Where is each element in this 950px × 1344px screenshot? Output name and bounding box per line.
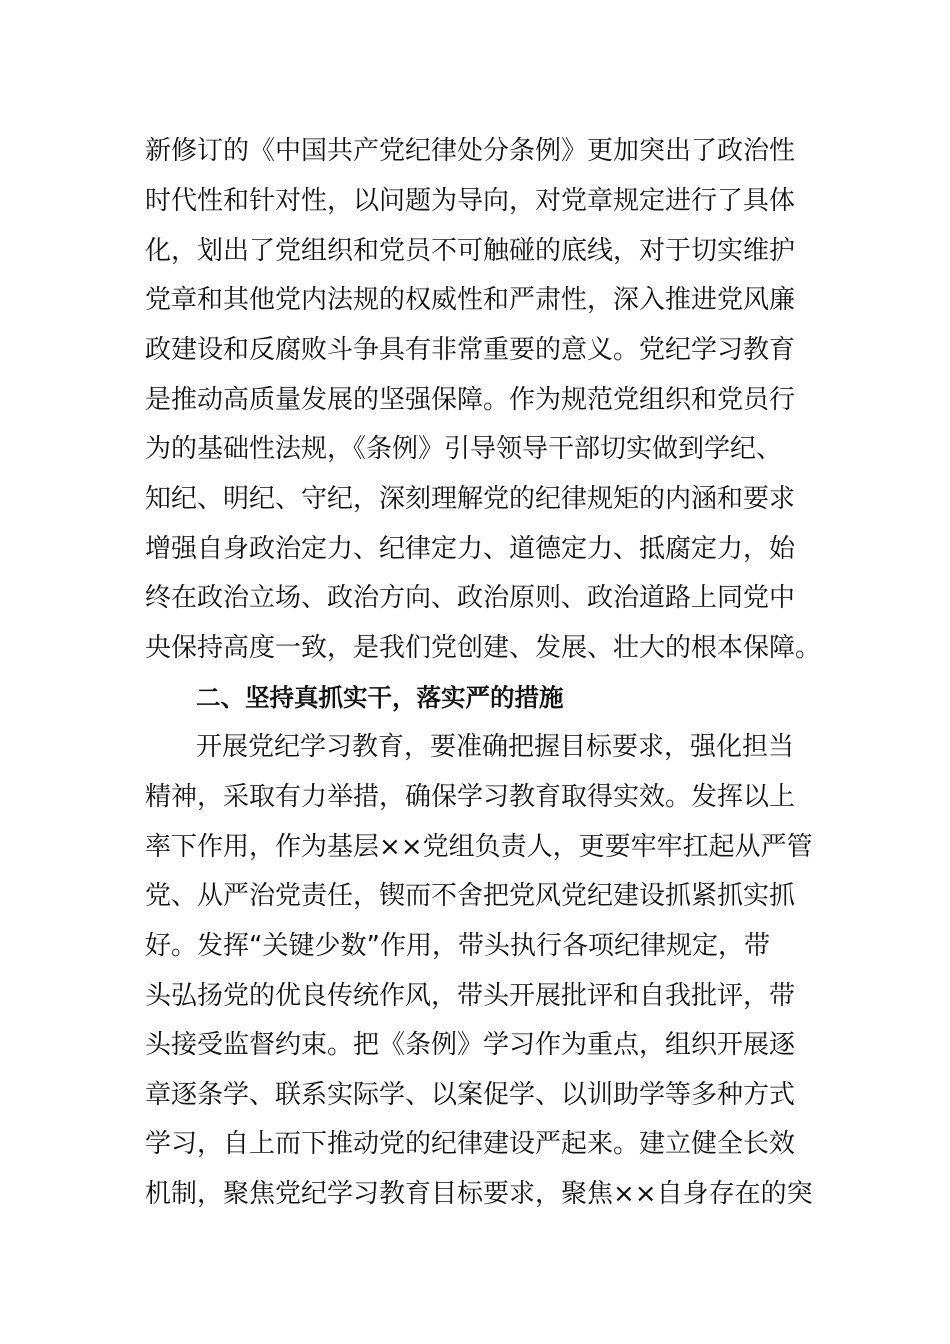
text-line: 头接受监督约束。把《条例》学习作为重点，组织开展逐: [145, 1030, 796, 1060]
text-line: 政建设和反腐败斗争具有非常重要的意义。党纪学习教育: [145, 335, 796, 365]
text-line: 央保持高度一致，是我们党创建、发展、壮大的根本保障。: [145, 633, 822, 663]
text-line: 化，划出了党组织和党员不可触碰的底线，对于切实维护: [145, 236, 796, 266]
text-line: 好。发挥“关键少数”作用，带头执行各项纪律规定，带: [145, 931, 770, 961]
text-line: 机制，聚焦党纪学习教育目标要求，聚焦××自身存在的突: [145, 1179, 813, 1209]
text-line: 时代性和针对性，以问题为导向，对党章规定进行了具体: [145, 186, 796, 216]
text-line: 为的基础性法规，《条例》引导领导干部切实做到学纪、: [145, 434, 783, 464]
text-line: 是推动高质量发展的坚强保障。作为规范党组织和党员行: [145, 385, 796, 415]
text-line: 精神，采取有力举措，确保学习教育取得实效。发挥以上: [145, 782, 796, 812]
text-line: 党、从严治党责任，锲而不舍把党风党纪建设抓紧抓实抓: [145, 881, 796, 911]
text-line: 增强自身政治定力、纪律定力、道德定力、抵腐定力，始: [145, 534, 796, 564]
text-line: 开展党纪学习教育，要准确把握目标要求，强化担当: [196, 732, 795, 762]
text-line: 知纪、明纪、守纪，深刻理解党的纪律规矩的内涵和要求: [145, 484, 796, 514]
text-line: 章逐条学、联系实际学、以案促学、以训助学等多种方式: [145, 1080, 796, 1110]
text-line: 新修订的《中国共产党纪律处分条例》更加突出了政治性: [145, 136, 796, 166]
text-line: 党章和其他党内法规的权威性和严肃性，深入推进党风廉: [145, 285, 796, 315]
text-line: 终在政治立场、政治方向、政治原则、政治道路上同党中: [145, 583, 796, 613]
text-line: 头弘扬党的优良传统作风，带头开展批评和自我批评，带: [145, 981, 796, 1011]
section-heading: 二、坚持真抓实干，落实严的措施: [196, 683, 564, 712]
text-line: 学习，自上而下推动党的纪律建设严起来。建立健全长效: [145, 1129, 796, 1159]
text-line: 率下作用，作为基层××党组负责人，更要牢牢扛起从严管: [145, 832, 813, 862]
